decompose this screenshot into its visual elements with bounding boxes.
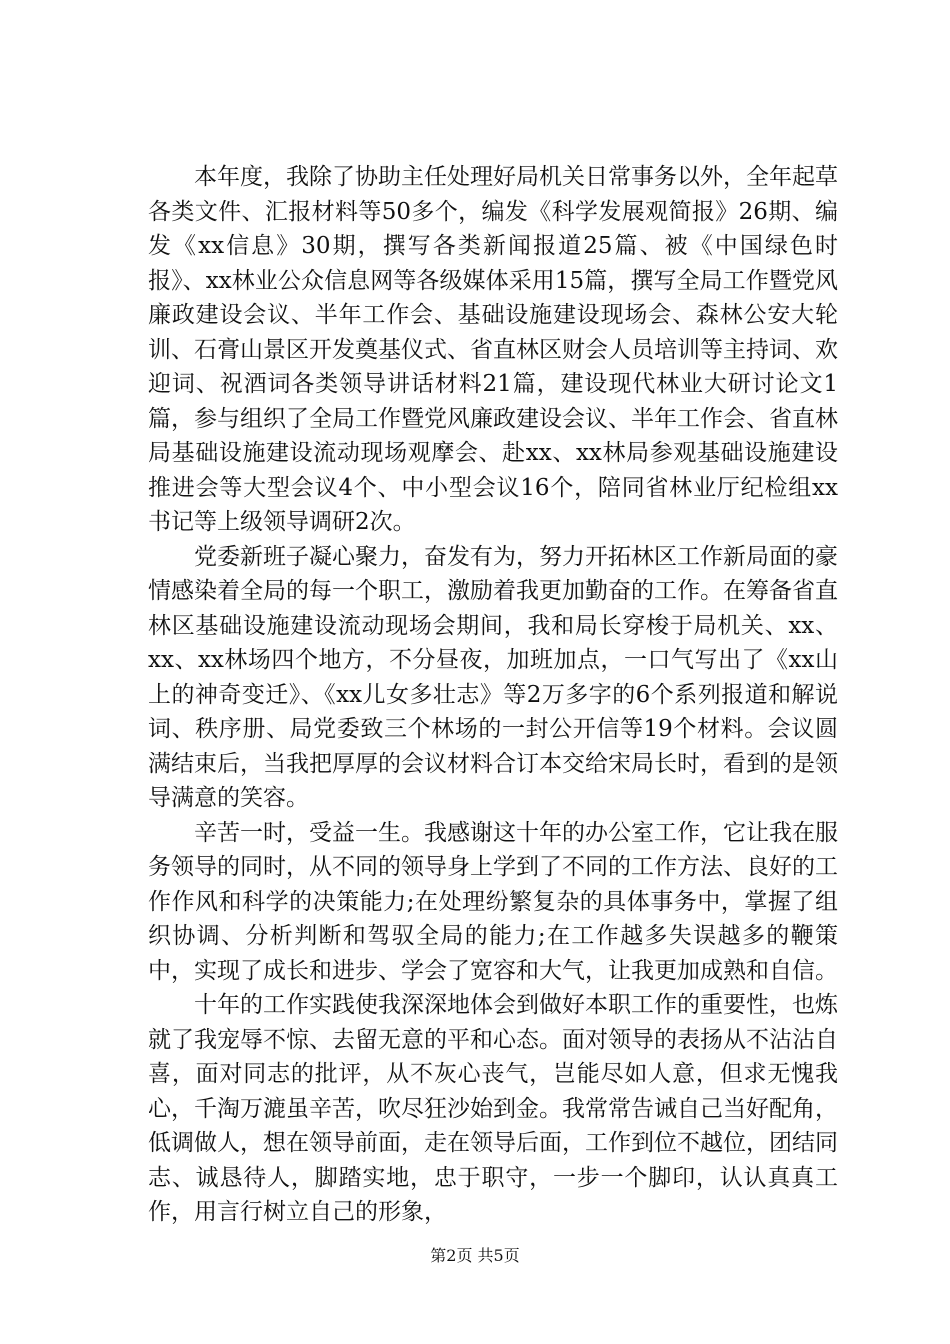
paragraph-1: 本年度，我除了协助主任处理好局机关日常事务以外，全年起草各类文件、汇报材料等50多个，编发《科学发展观简报》26期、编发《xx信息》30期，撰写各类新闻报道25篇、被《中国绿色时报》、xx林业公众信息网等各级媒体采用15篇，撰写全局工作暨党风廉政建设会议、半年工作会、基础设施建设现场会、森林公安大轮训、石膏山景区开发奠基仪式、省直林区财会人员培训等主持词、欢迎词、祝酒词各类领导讲话材料21篇，建设现代林业大研讨论文1篇，参与组织了全局工作暨党风廉政建设会议、半年工作会、省直林局基础设施建设流动现场观摩会、赴xx、xx林局参观基础设施建设推进会等大型会议4个、中小型会议16个，陪同省林业厅纪检组xx书记等上级领导调研2次。 — [148, 164, 838, 535]
paragraph-2: 党委新班子凝心聚力，奋发有为，努力开拓林区工作新局面的豪情感染着全局的每一个职工，激励着我更加勤奋的工作。在筹备省直林区基础设施建设流动现场会期间，我和局长穿梭于局机关、xx、xx、xx林场四个地方，不分昼夜，加班加点，一口气写出了《xx山上的神奇变迁》、《xx儿女多壮志》等2万多字的6个系列报道和解说词、秩序册、局党委致三个林场的一封公开信等19个材料。会议圆满结束后，当我把厚厚的会议材料合订本交给宋局长时，看到的是领导满意的笑容。 — [148, 543, 838, 811]
paragraph-3: 辛苦一时，受益一生。我感谢这十年的办公室工作，它让我在服务领导的同时，从不同的领导身上学到了不同的工作方法、良好的工作作风和科学的决策能力;在处理纷繁复杂的具体事务中，掌握了组织协调、分析判断和驾驭全局的能力;在工作越多失误越多的鞭策中，实现了成长和进步、学会了宽容和大气，让我更加成熟和自信。 — [148, 819, 838, 984]
paragraph-4: 十年的工作实践使我深深地体会到做好本职工作的重要性，也炼就了我宠辱不惊、去留无意的平和心态。面对领导的表扬从不沾沾自喜，面对同志的批评，从不灰心丧气，岂能尽如人意，但求无愧我心，千淘万漉虽辛苦，吹尽狂沙始到金。我常常告诫自己当好配角，低调做人，想在领导前面，走在领导后面，工作到位不越位，团结同志、诚恳待人，脚踏实地，忠于职守，一步一个脚印，认认真真工作，用言行树立自己的形象， — [148, 992, 838, 1225]
document-body — [148, 160, 838, 1230]
page-number-footer: 第2页 共5页 — [430, 1246, 520, 1265]
